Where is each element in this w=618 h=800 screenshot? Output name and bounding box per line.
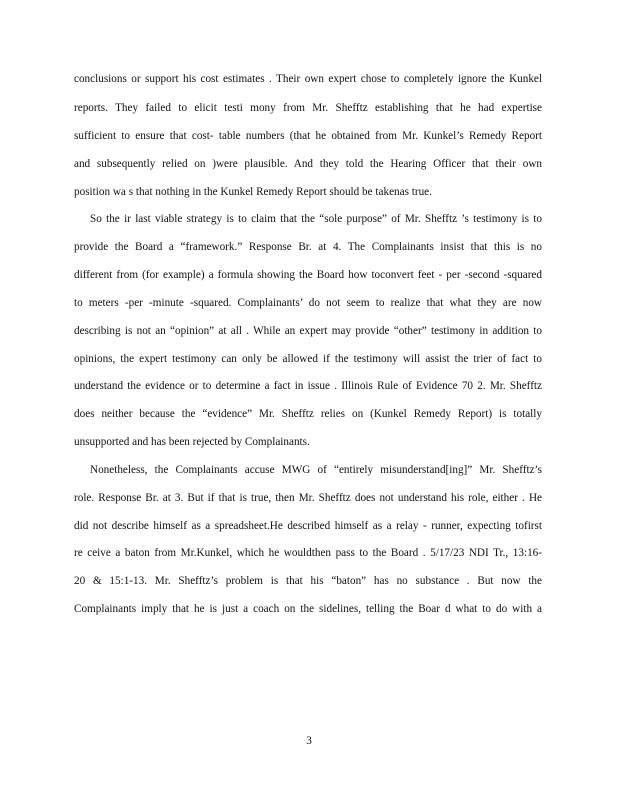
text-line: understand the evidence or to determine a fact in issue . Illinois Rule of Evidence 70 2. Mr. Shefftz: [74, 380, 542, 392]
text-line: So the ir last viable strategy is to claim that the “sole purpose” of Mr. Shefftz ’s testimony is to: [90, 213, 542, 225]
text-line: position wa s that nothing in the Kunkel Remedy Report should be takenas true.: [74, 186, 432, 198]
text-line: unsupported and has been rejected by Complainants.: [74, 436, 310, 448]
text-line: opinions, the expert testimony can only be allowed if the testimony will assist the trier of fact to: [74, 353, 542, 365]
text-line: to meters -per -minute -squared. Complainants’ do not seem to realize that what they are now: [74, 297, 542, 309]
text-line: and subsequently relied on )were plausible. And they told the Hearing Officer that their own: [74, 158, 542, 170]
text-line: reports. They failed to elicit testi mony from Mr. Shefftz establishing that he had expertise: [74, 102, 542, 114]
text-line: role. Response Br. at 3. But if that is true, then Mr. Shefftz does not understand his role, either . He: [74, 492, 542, 504]
page-number: 3: [306, 735, 312, 747]
text-line: 20 & 15:1-13. Mr. Shefftz’s problem is that his “baton” has no substance . But now the: [74, 575, 542, 587]
text-line: Complainants imply that he is just a coach on the sidelines, telling the Boar d what to do with a: [74, 603, 542, 615]
text-line: did not describe himself as a spreadsheet.He described himself as a relay - runner, expecting tofirst: [74, 520, 542, 532]
text-line: different from (for example) a formula showing the Board how toconvert feet - per -second -squared: [74, 269, 542, 281]
text-line: provide the Board a “framework.” Response Br. at 4. The Complainants insist that this is no: [74, 241, 542, 253]
text-line: conclusions or support his cost estimates . Their own expert chose to completely ignore the Kunkel: [74, 73, 542, 85]
text-line: sufficient to ensure that cost- table numbers (that he obtained from Mr. Kunkel’s Remedy Report: [74, 130, 542, 142]
text-line: describing is not an “opinion” at all . While an expert may provide “other” testimony in addition to: [74, 325, 542, 337]
text-line: re ceive a baton from Mr.Kunkel, which he wouldthen pass to the Board . 5/17/23 NDI Tr., 13:16-: [74, 547, 542, 559]
text-line: Nonetheless, the Complainants accuse MWG of “entirely misunderstand[ing]” Mr. Shefftz’s: [90, 464, 542, 476]
text-line: does neither because the “evidence” Mr. Shefftz relies on (Kunkel Remedy Report) is totally: [74, 408, 542, 420]
